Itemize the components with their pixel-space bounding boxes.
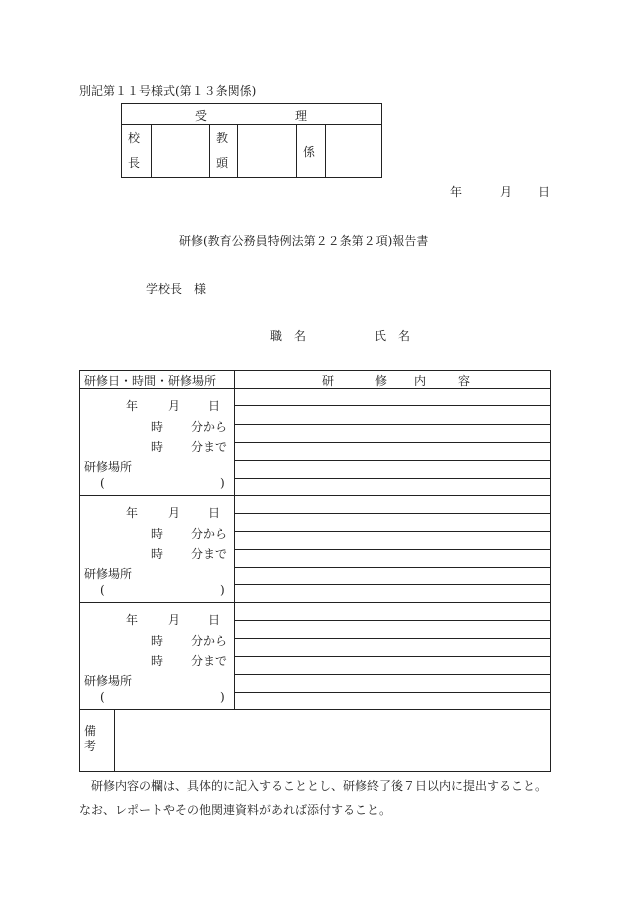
report-title: 研修(教育公務員特例法第２２条第２項)報告書 <box>179 234 429 248</box>
addressee: 学校長 様 <box>146 282 207 296</box>
name-label: 氏 名 <box>374 329 411 343</box>
training-table: 研修日・時間・研修場所 研 修 内 容 年 月 日 時 分から 時 分まで 研修場所 ( ) 年 月 日 時 分から 時 分まで 研修場所 ( ) 年 月 日 時 分から 時 分まで 研修場所 ( ) 備 考 <box>79 370 551 772</box>
staff-label: 係 <box>303 145 316 159</box>
submission-date <box>450 183 550 200</box>
principal-stamp-cell[interactable] <box>152 125 209 177</box>
header-date-time-place: 研修日・時間・研修場所 <box>84 374 217 388</box>
receipt-title-char-1: 受 <box>195 109 208 123</box>
instructions-note: 研修内容の欄は、具体的に記入することとし、研修終了後７日以内に提出すること。なお、レポートやその他関連資料があれば添付すること。 <box>79 779 548 817</box>
date-month: 月 <box>500 185 513 199</box>
date-day: 日 <box>538 185 551 199</box>
place-label: 研修場所 <box>84 460 133 474</box>
position-label: 職 名 <box>270 329 307 343</box>
remarks-field[interactable] <box>115 710 550 771</box>
form-number: 別記第１１号様式(第１３条関係) <box>79 84 257 98</box>
place-label: 研修場所 <box>84 674 133 688</box>
signature-line <box>270 327 410 344</box>
staff-stamp-cell[interactable] <box>326 125 381 177</box>
receipt-box <box>121 103 382 178</box>
receipt-title-char-2: 理 <box>295 109 308 123</box>
principal-label: 校 長 <box>127 131 140 170</box>
date-year: 年 <box>450 185 463 199</box>
vice-principal-stamp-cell[interactable] <box>238 125 296 177</box>
place-label: 研修場所 <box>84 567 133 581</box>
remarks-label: 備 考 <box>84 724 97 753</box>
vice-principal-label: 教 頭 <box>215 131 228 170</box>
